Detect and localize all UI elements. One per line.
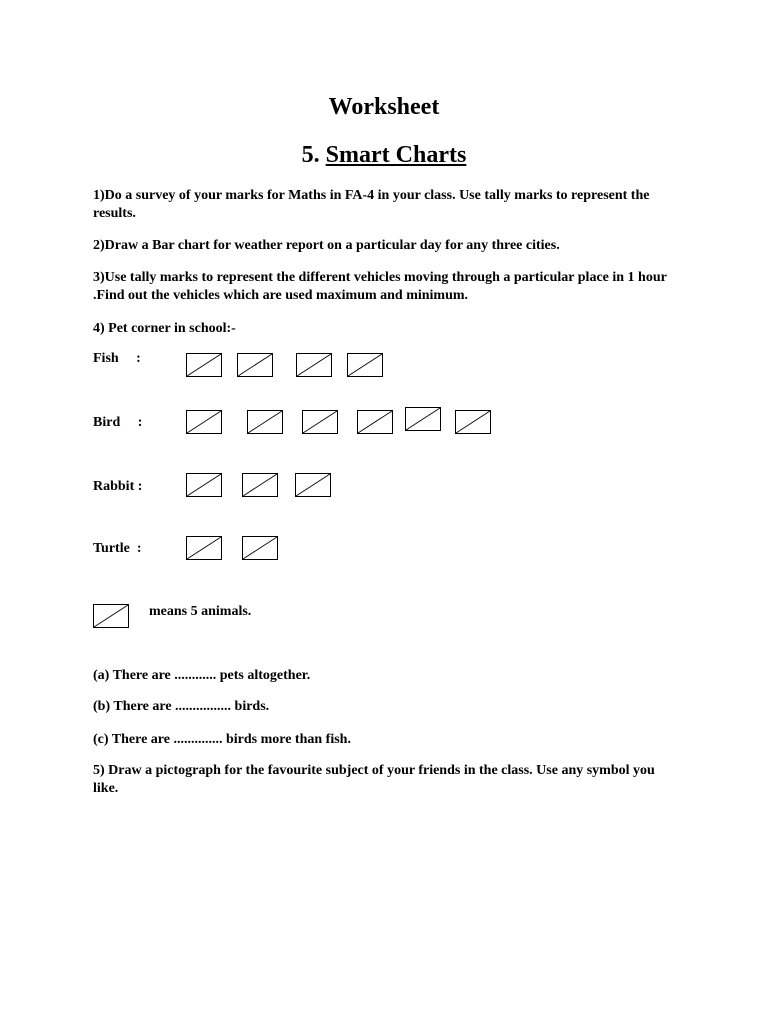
legend-text: means 5 animals. <box>149 604 252 619</box>
pictograph-symbol-icon <box>186 353 222 377</box>
pictograph-symbol-icon <box>186 473 222 497</box>
sub-question-b: (b) There are ................ birds. <box>93 699 270 714</box>
pictograph-label-turtle: Turtle : <box>93 541 142 556</box>
page-title: Worksheet <box>328 94 440 120</box>
pictograph-symbol-icon <box>186 536 222 560</box>
pictograph-label-fish: Fish : <box>93 351 141 366</box>
chapter-heading <box>0 140 768 170</box>
pictograph-symbol-icon <box>302 410 338 434</box>
sub-question-c: (c) There are .............. birds more than fish. <box>93 732 351 747</box>
pictograph-symbol-icon <box>237 353 273 377</box>
pictograph-symbol-icon <box>347 353 383 377</box>
pictograph-symbol-icon <box>247 410 283 434</box>
legend-symbol-icon <box>93 604 129 628</box>
pictograph-label-rabbit: Rabbit : <box>93 479 143 494</box>
question-4: 4) Pet corner in school:- <box>93 321 236 336</box>
question-1: 1)Do a survey of your marks for Maths in FA-4 in your class. Use tally marks to represent the results. <box>93 188 650 221</box>
pictograph-symbol-icon <box>405 407 441 431</box>
pictograph-symbol-icon <box>357 410 393 434</box>
pictograph-symbol-icon <box>186 410 222 434</box>
pictograph-symbol-icon <box>295 473 331 497</box>
pictograph-symbol-icon <box>455 410 491 434</box>
pictograph-symbol-icon <box>242 536 278 560</box>
chapter-title: Smart Charts <box>325 142 467 168</box>
pictograph-symbol-icon <box>242 473 278 497</box>
pictograph-symbol-icon <box>296 353 332 377</box>
chapter-number: 5. <box>301 142 320 168</box>
question-2: 2)Draw a Bar chart for weather report on a particular day for any three cities. <box>93 238 560 253</box>
sub-question-a: (a) There are ............ pets altogether. <box>93 668 311 683</box>
question-3: 3)Use tally marks to represent the different vehicles moving through a particular place in 1 hour .Find out the vehicles which are used maximum and minimum. <box>93 270 667 303</box>
question-5: 5) Draw a pictograph for the favourite subject of your friends in the class. Use any symbol you like. <box>93 763 655 796</box>
pictograph-label-bird: Bird : <box>93 415 143 430</box>
